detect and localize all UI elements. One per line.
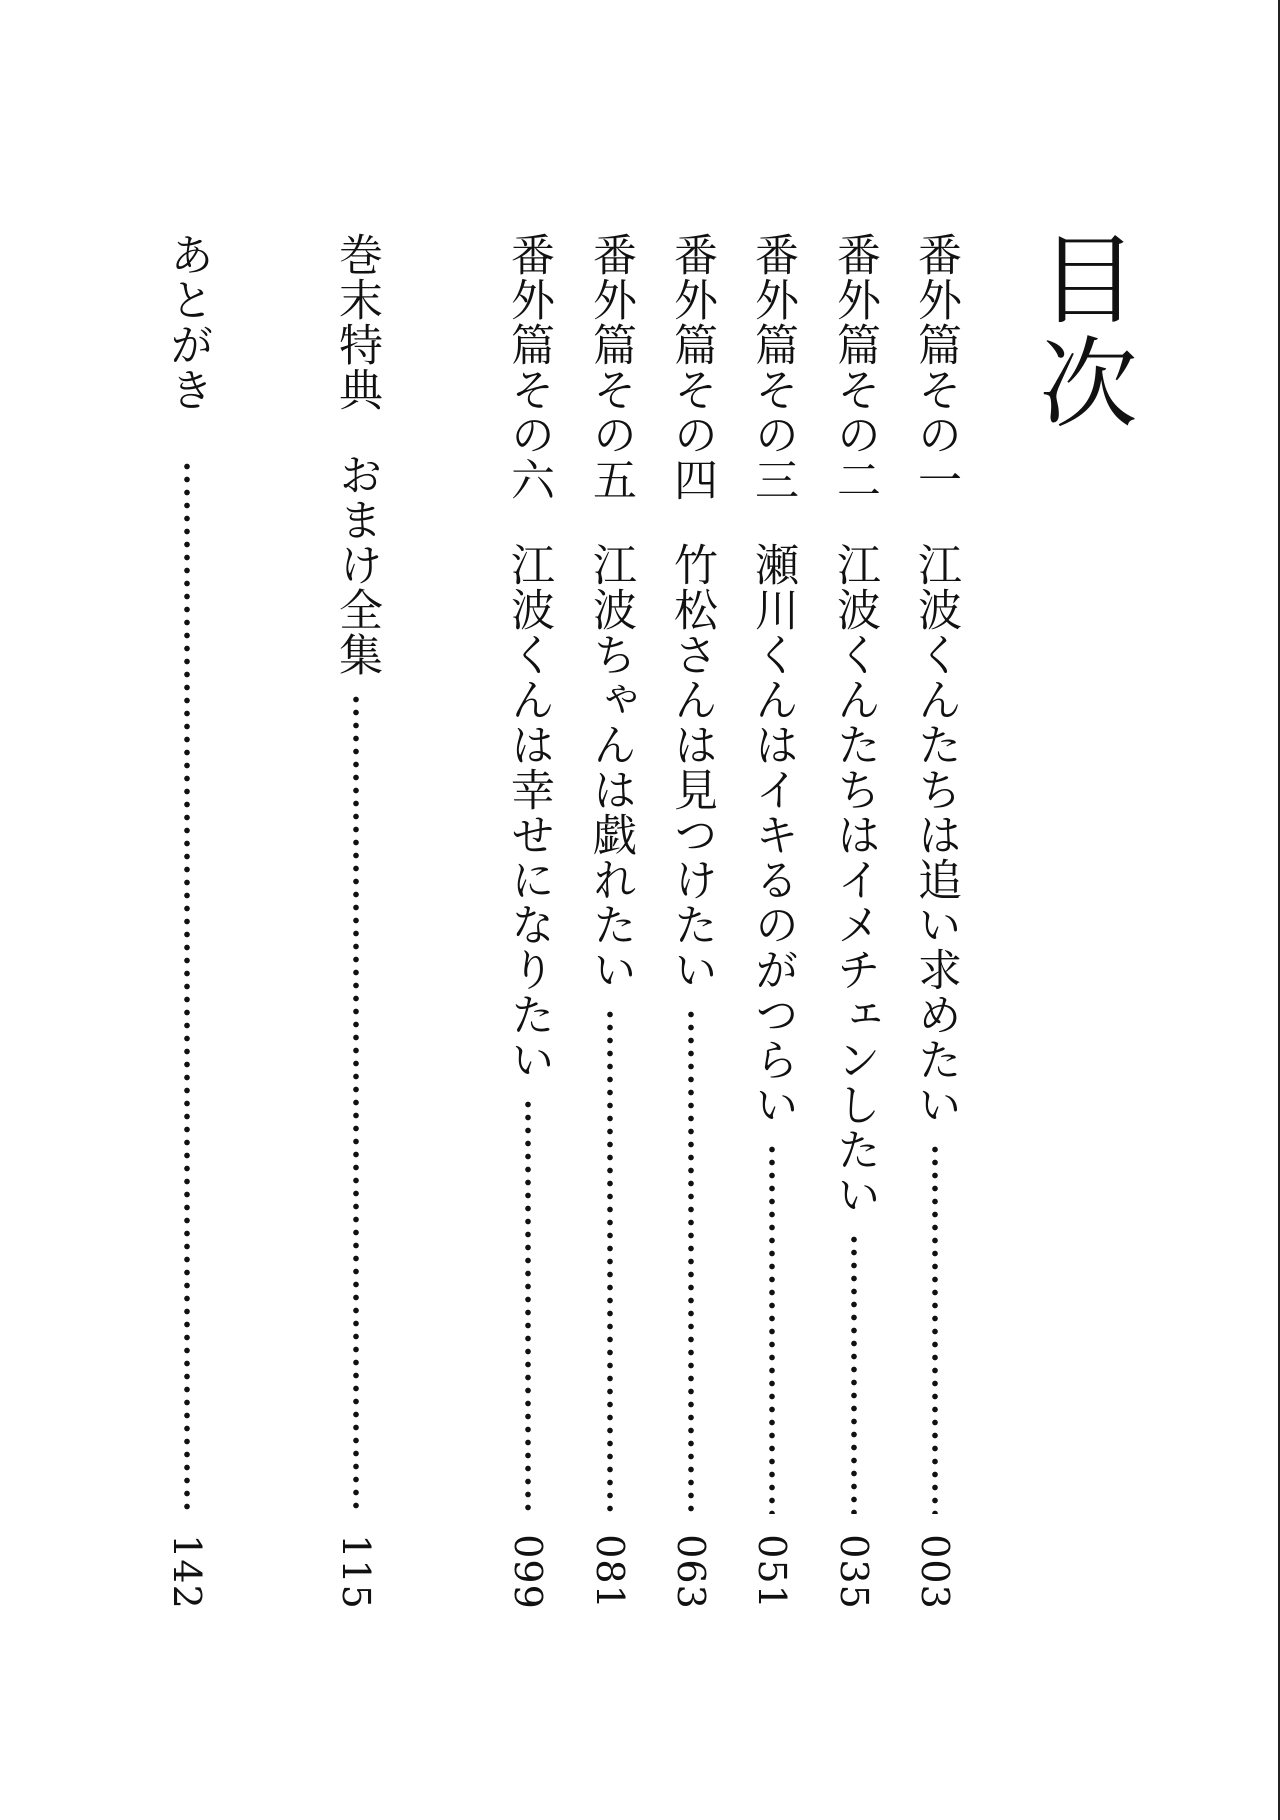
dot-leader bbox=[851, 1233, 857, 1514]
entry-label: あとがき bbox=[162, 232, 213, 412]
toc-entry-8[interactable] bbox=[157, 232, 217, 1612]
entry-page-number: 051 bbox=[750, 1534, 794, 1610]
toc-entry-7[interactable] bbox=[326, 232, 386, 1612]
entry-page-number: 003 bbox=[913, 1534, 957, 1610]
entry-label: 番外篇その一 bbox=[910, 232, 961, 502]
dot-leader bbox=[607, 1008, 613, 1514]
toc-entry-5[interactable] bbox=[580, 232, 640, 1612]
dot-leader bbox=[932, 1143, 938, 1514]
entry-page-number: 099 bbox=[506, 1534, 550, 1610]
entry-page-number: 063 bbox=[669, 1534, 713, 1610]
entry-label: 番外篇その六 bbox=[503, 232, 554, 502]
entry-title: 江波くんたちは追い求めたい bbox=[910, 542, 961, 1127]
toc-entry-6[interactable] bbox=[498, 232, 558, 1612]
entry-title: 瀬川くんはイキるのがつらい bbox=[747, 542, 798, 1127]
entry-title: おまけ全集 bbox=[331, 452, 382, 677]
dot-leader bbox=[688, 1008, 694, 1514]
dot-leader bbox=[769, 1143, 775, 1514]
entry-page-number: 115 bbox=[334, 1534, 378, 1610]
entry-title: 江波くんは幸せになりたい bbox=[503, 542, 554, 1082]
entry-label: 番外篇その三 bbox=[747, 232, 798, 502]
dot-leader bbox=[353, 693, 359, 1514]
entry-page-number: 142 bbox=[165, 1534, 209, 1610]
entry-label: 番外篇その二 bbox=[829, 232, 880, 502]
entry-title: 竹松さんは見つけたい bbox=[666, 542, 717, 992]
entry-label: 番外篇その五 bbox=[585, 232, 636, 502]
entry-title: 江波くんたちはイメチェンしたい bbox=[829, 542, 880, 1217]
dot-leader bbox=[525, 1098, 531, 1514]
toc-entry-3[interactable] bbox=[742, 232, 802, 1612]
entry-title: 江波ちゃんは戯れたい bbox=[585, 542, 636, 992]
entry-page-number: 081 bbox=[588, 1534, 632, 1610]
toc-entry-2[interactable] bbox=[824, 232, 884, 1612]
entry-page-number: 035 bbox=[832, 1534, 876, 1610]
dot-leader bbox=[184, 460, 190, 1514]
entry-label: 巻末特典 bbox=[331, 232, 382, 412]
toc-title: 目次 bbox=[1023, 228, 1137, 436]
entry-label: 番外篇その四 bbox=[666, 232, 717, 502]
toc-entry-1[interactable] bbox=[905, 232, 965, 1612]
toc-entry-4[interactable] bbox=[661, 232, 721, 1612]
